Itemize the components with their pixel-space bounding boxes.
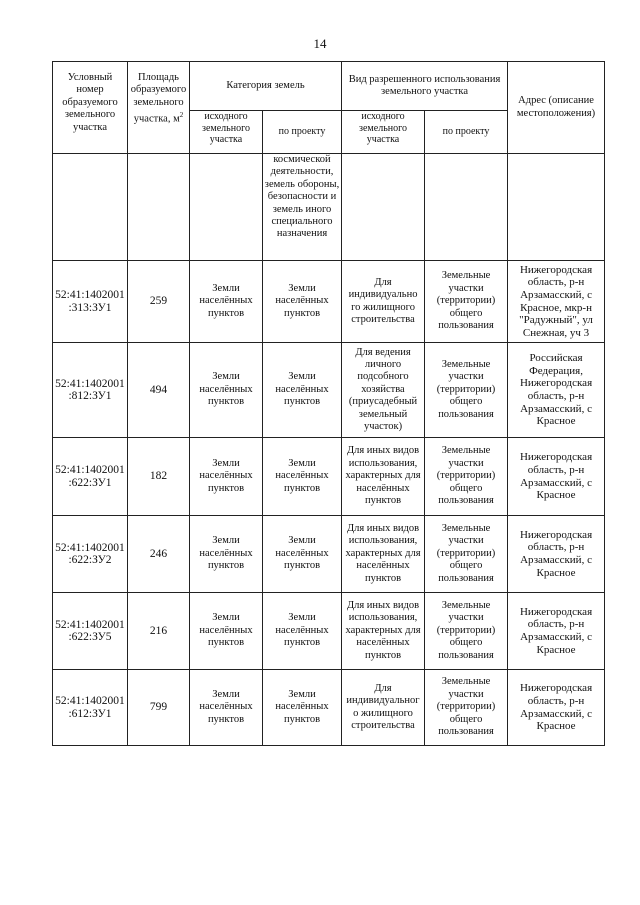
address: Нижегородская область, р-н Арзамасский, с Красное, мкр-н "Радужный", ул Снежная, уч 3 bbox=[508, 261, 605, 343]
cadastral-part1: 52:41:1402001 bbox=[55, 464, 125, 477]
table-cell bbox=[190, 154, 263, 261]
land-plots-table bbox=[52, 61, 605, 746]
continuation-category-project: космической деятельности, земель обороны, безопасности и земель иного специального назначения bbox=[263, 154, 342, 261]
cadastral-part2: :622:ЗУ1 bbox=[68, 476, 112, 489]
area-value: 216 bbox=[128, 593, 190, 670]
cadastral-part1: 52:41:1402001 bbox=[55, 377, 125, 390]
use-project: Земельные участки (территории) общего пользования bbox=[425, 261, 508, 343]
table-row bbox=[53, 670, 605, 746]
category-initial: Земли населённых пунктов bbox=[190, 670, 263, 746]
area-value: 259 bbox=[128, 261, 190, 343]
use-initial: Для ведения личного подсобного хозяйства (приусадебный земельный участок) bbox=[342, 343, 425, 438]
header-use-project: по проекту bbox=[425, 111, 508, 154]
address: Нижегородская область, р-н Арзамасский, с Красное bbox=[508, 593, 605, 670]
cadastral-part1: 52:41:1402001 bbox=[55, 618, 125, 631]
header-area-text: Площадь образуемого земельного участка, м bbox=[130, 72, 187, 125]
header-area bbox=[128, 62, 190, 154]
table-cell bbox=[53, 154, 128, 261]
table-cell bbox=[508, 154, 605, 261]
use-project: Земельные участки (территории) общего пользования bbox=[425, 343, 508, 438]
cadastral-part2: :812:ЗУ1 bbox=[68, 390, 112, 402]
cadastral-part2: :313:ЗУ1 bbox=[68, 301, 112, 314]
category-project: Земли населённых пунктов bbox=[263, 670, 342, 746]
use-initial: Для иных видов использования, характерных для населённых пунктов bbox=[342, 516, 425, 593]
area-value: 182 bbox=[128, 438, 190, 516]
cadastral-number bbox=[53, 261, 128, 343]
header-number: Условный номер образуемого земельного участка bbox=[53, 62, 128, 154]
table-row bbox=[53, 343, 605, 438]
address: Нижегородская область, р-н Арзамасский, с Красное bbox=[508, 438, 605, 516]
use-project: Земельные участки (территории) общего пользования bbox=[425, 593, 508, 670]
cadastral-part2: :612:ЗУ1 bbox=[68, 707, 112, 720]
area-value: 494 bbox=[128, 343, 190, 438]
category-project: Земли населённых пунктов bbox=[263, 261, 342, 343]
table-cell bbox=[342, 154, 425, 261]
area-value: 799 bbox=[128, 670, 190, 746]
cadastral-part2: :622:ЗУ5 bbox=[68, 631, 112, 643]
cadastral-number bbox=[53, 438, 128, 516]
use-initial: Для индивидуально го жилищного строительства bbox=[342, 261, 425, 343]
address: Нижегородская область, р-н Арзамасский, с Красное bbox=[508, 516, 605, 593]
address: Российская Федерация, Нижегородская область, р-н Арзамасский, с Красное bbox=[508, 343, 605, 438]
table-row bbox=[53, 593, 605, 670]
cadastral-part1: 52:41:1402001 bbox=[55, 541, 125, 554]
table-row bbox=[53, 261, 605, 343]
use-initial: Для иных видов использования, характерных для населённых пунктов bbox=[342, 593, 425, 670]
cadastral-number bbox=[53, 670, 128, 746]
use-project: Земельные участки (территории) общего пользования bbox=[425, 438, 508, 516]
category-project: Земли населённых пунктов bbox=[263, 343, 342, 438]
area-value: 246 bbox=[128, 516, 190, 593]
table-row bbox=[53, 438, 605, 516]
header-category-initial: исходного земельного участка bbox=[190, 111, 263, 154]
continuation-row bbox=[53, 154, 605, 261]
header-category: Категория земель bbox=[190, 62, 342, 111]
page-number: 14 bbox=[313, 36, 327, 51]
category-project: Земли населённых пунктов bbox=[263, 516, 342, 593]
category-initial: Земли населённых пунктов bbox=[190, 516, 263, 593]
header-permitted-use: Вид разрешенного использования земельного участка bbox=[342, 62, 508, 111]
table-row bbox=[53, 516, 605, 593]
use-initial: Для иных видов использования, характерных для населённых пунктов bbox=[342, 438, 425, 516]
use-project: Земельные участки (территории) общего пользования bbox=[425, 516, 508, 593]
header-use-initial: исходного земельного участка bbox=[342, 111, 425, 154]
use-project: Земельные участки (территории) общего пользования bbox=[425, 670, 508, 746]
use-initial: Для индивидуальног о жилищного строительства bbox=[342, 670, 425, 746]
category-initial: Земли населённых пунктов bbox=[190, 261, 263, 343]
category-initial: Земли населённых пунктов bbox=[190, 343, 263, 438]
cadastral-number bbox=[53, 593, 128, 670]
cadastral-part2: :622:ЗУ2 bbox=[68, 554, 112, 566]
category-initial: Земли населённых пунктов bbox=[190, 438, 263, 516]
address: Нижегородская область, р-н Арзамасский, с Красное bbox=[508, 670, 605, 746]
header-row-1 bbox=[53, 62, 605, 111]
cadastral-number bbox=[53, 516, 128, 593]
cadastral-number bbox=[53, 343, 128, 438]
header-area-sup: 2 bbox=[179, 111, 184, 120]
category-project: Земли населённых пунктов bbox=[263, 593, 342, 670]
header-address: Адрес (описание местоположения) bbox=[508, 62, 605, 154]
category-initial: Земли населённых пунктов bbox=[190, 593, 263, 670]
table-cell bbox=[425, 154, 508, 261]
header-category-project: по проекту bbox=[263, 111, 342, 154]
cadastral-part1: 52:41:1402001 bbox=[55, 695, 125, 708]
category-project: Земли населённых пунктов bbox=[263, 438, 342, 516]
cadastral-part1: 52:41:1402001 bbox=[55, 289, 125, 302]
table-cell bbox=[128, 154, 190, 261]
